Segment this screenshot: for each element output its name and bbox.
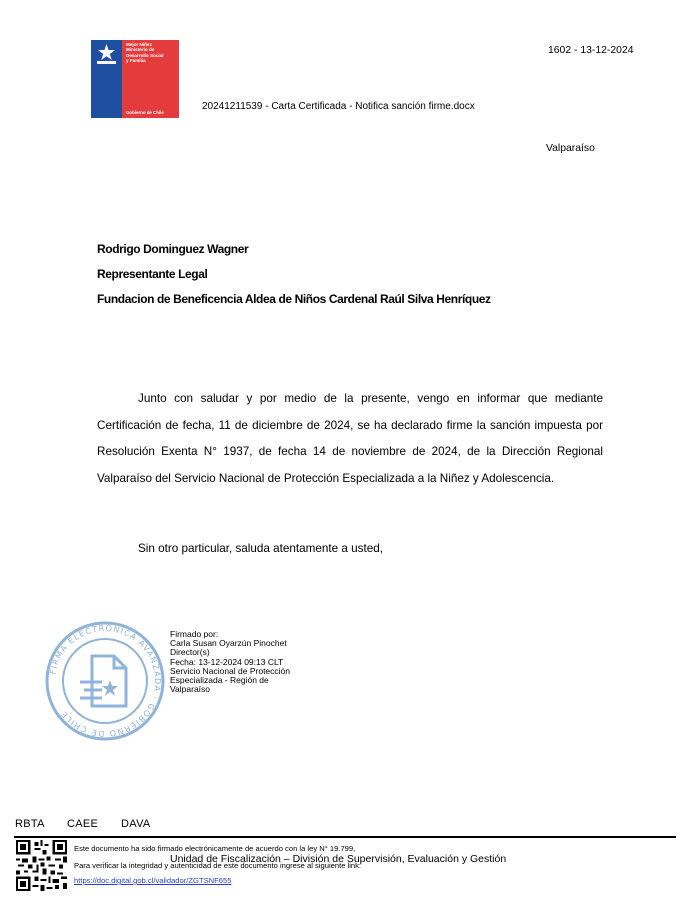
document-icon — [80, 656, 126, 706]
initials-code: RBTA — [15, 818, 45, 830]
footer-divider — [14, 836, 676, 838]
letter-body — [97, 386, 603, 492]
supervision-unit: Unidad de Fiscalización – División de Supervisión, Evaluación y Gestión — [170, 853, 507, 865]
initials-code: DAVA — [121, 818, 151, 830]
logo-red-panel — [122, 40, 179, 118]
logo-ministry-text: Mejor Niñez Ministerio de Desarrollo Social y Familia — [126, 42, 164, 63]
body-paragraph: Junto con saludar y por medio de la presente, vengo en informar que mediante Certificación de fecha, 11 de diciembre de 2024, se ha declarado firme la sanción impuesta por Resolución Exenta N° 1937, de fecha 14 de noviembre de 2024, de la Dirección Regional Valparaíso del Servicio Nacional de Protección Especializada a la Niñez y Adolescencia. — [97, 392, 603, 485]
document-reference: 1602 - 13-12-2024 — [548, 45, 634, 56]
signature-line: Carla Susan Oyarzún Pinochet — [170, 638, 287, 649]
signature-line: Valparaíso — [170, 684, 211, 695]
logo-government-text: Gobierno de Chile — [126, 110, 164, 115]
legal-line-2: Para verificar la integridad y autenticidad de este documento ingrese al siguiente link: — [74, 861, 362, 870]
seal-ring-text: FIRMA ELECTRONICA AVANZADA · GOBIERNO DE CHILE — [48, 623, 163, 739]
legal-line-1: Este documento ha sido firmado electrónicamente de acuerdo con la ley N° 19.799, — [74, 844, 356, 853]
signature-details — [170, 630, 290, 694]
recipient-organization: Fundacion de Beneficencia Aldea de Niños Cardenal Raúl Silva Henríquez — [97, 292, 491, 306]
government-logo — [91, 40, 179, 118]
file-name: 20241211539 - Carta Certificada - Notifica sanción firme.docx — [202, 101, 475, 112]
electronic-signature-seal — [44, 620, 166, 742]
recipient-name: Rodrigo Dominguez Wagner — [97, 242, 249, 256]
signature-line: Firmado por: — [170, 629, 219, 639]
qr-code-icon[interactable] — [16, 840, 67, 891]
signature-line: Especializada - Región de — [170, 675, 269, 686]
signature-line: Fecha: 13-12-2024 09:13 CLT — [170, 656, 284, 667]
recipient-role: Representante Legal — [97, 267, 208, 281]
svg-text:FIRMA ELECTRONICA AVANZADA · G — [48, 624, 162, 738]
city: Valparaíso — [546, 143, 595, 154]
closing-line: Sin otro particular, saluda atentamente a usted, — [138, 542, 383, 555]
verification-link[interactable]: https://doc.digital.gob.cl/validador/ZGTSNF655 — [74, 876, 232, 885]
coat-of-arms-icon — [95, 43, 118, 65]
initials-code: CAEE — [67, 818, 99, 830]
logo-blue-panel — [91, 40, 122, 118]
signature-line: Servicio Nacional de Protección — [170, 665, 291, 676]
signature-line: Director(s) — [170, 647, 210, 658]
